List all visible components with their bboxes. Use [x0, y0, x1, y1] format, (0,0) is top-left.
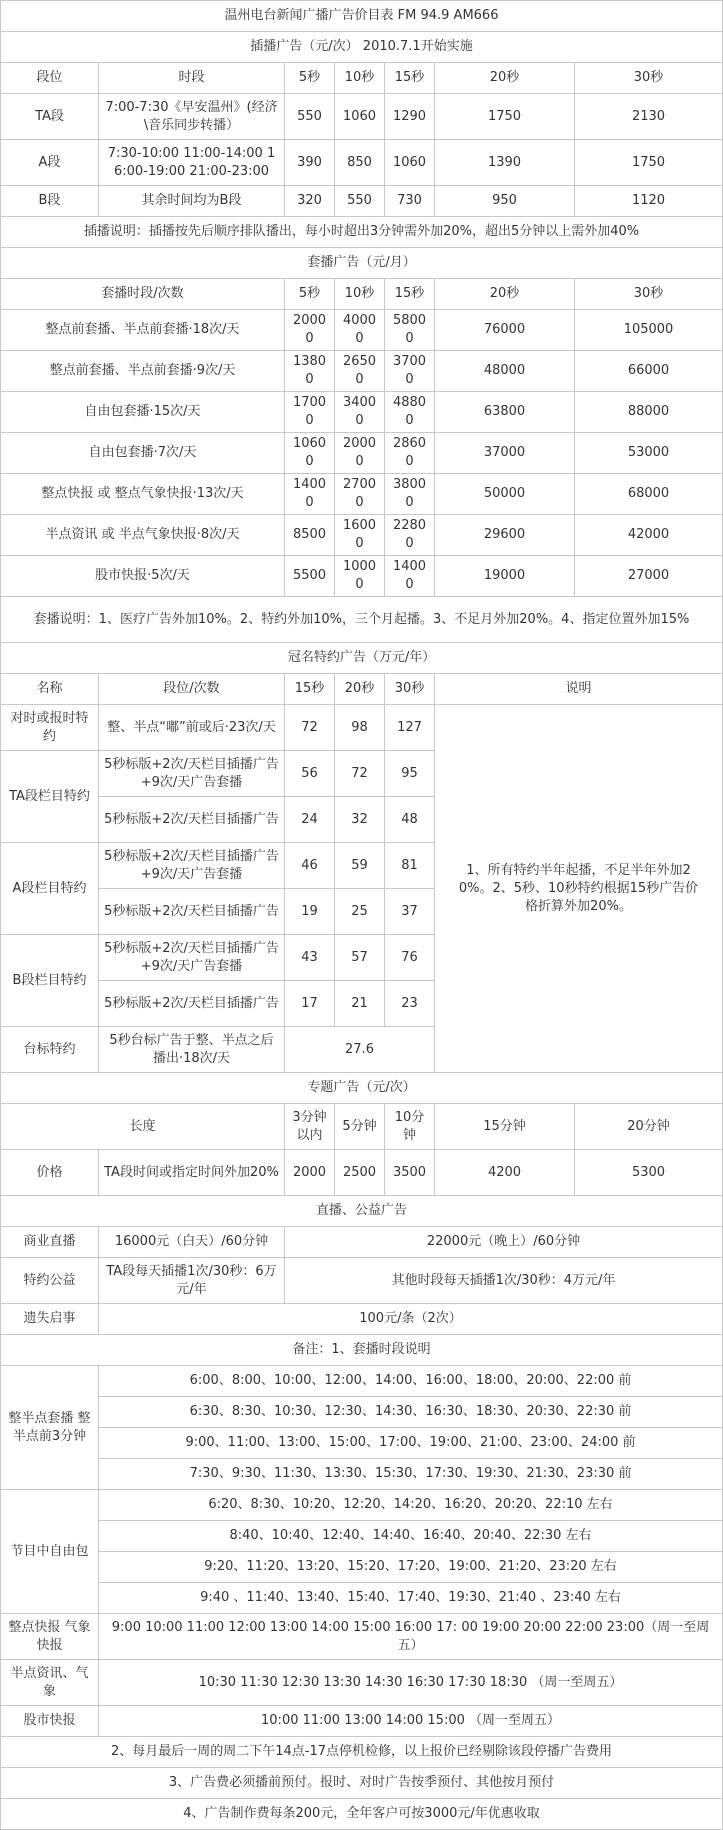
cell: 17000 [285, 392, 335, 433]
header-cell: 15秒 [385, 279, 435, 310]
cell: 价格 [1, 1150, 99, 1196]
cell: 550 [335, 186, 385, 217]
header-cell: 20秒 [435, 279, 575, 310]
table-row [1, 310, 723, 351]
header-cell: 10秒 [335, 279, 385, 310]
cell: 整点前套播、半点前套播·18次/天 [1, 310, 285, 351]
header-cell: 说明 [435, 674, 723, 705]
cell: 5500 [285, 556, 335, 597]
table-row [1, 515, 723, 556]
cell: 57 [335, 935, 385, 981]
cell: 53000 [575, 433, 723, 474]
cell: 整点前套播、半点前套播·9次/天 [1, 351, 285, 392]
cell: 10000 [335, 556, 385, 597]
table-row [1, 474, 723, 515]
cell: 5秒标版+2次/天栏目插播广告 [99, 889, 285, 935]
cell: 48000 [435, 351, 575, 392]
cell: 整半点套播 整半点前3分钟 [1, 1366, 99, 1490]
table-row [1, 392, 723, 433]
table-row [1, 1227, 723, 1258]
cell: 10600 [285, 433, 335, 474]
cell: 2000 [285, 1150, 335, 1196]
cell: 66000 [575, 351, 723, 392]
cell: 台标特约 [1, 1027, 99, 1073]
table-row [1, 1706, 723, 1737]
cell: 自由包套播·7次/天 [1, 433, 285, 474]
cell: 8:40、10:40、12:40、14:40、16:40、20:40、22:30 左右 [99, 1521, 723, 1552]
table-row [1, 1258, 723, 1304]
cell: 5秒标版+2次/天栏目插播广告+9次/天广告套播 [99, 935, 285, 981]
cell: 37000 [385, 351, 435, 392]
header-cell: 15秒 [285, 674, 335, 705]
cell: 56 [285, 751, 335, 797]
cell: 48 [385, 797, 435, 843]
cell: 特约公益 [1, 1258, 99, 1304]
header-cell: 30秒 [385, 674, 435, 705]
cell: 16000元（白天）/60分钟 [99, 1227, 285, 1258]
cell: 27000 [575, 556, 723, 597]
cell: 6:20、8:30、10:20、12:20、14:20、16:20、20:20、22:10 左右 [99, 1490, 723, 1521]
package-heading: 套播广告（元/月） [1, 248, 723, 279]
table-row [1, 94, 723, 140]
table-row [1, 556, 723, 597]
insert-heading: 插播广告（元/次） 2010.7.1开始实施 [1, 32, 723, 63]
header-cell: 15秒 [385, 63, 435, 94]
cell: 1750 [435, 94, 575, 140]
header-cell: 10分钟 [385, 1104, 435, 1150]
cell: 14000 [385, 556, 435, 597]
cell: 3500 [385, 1150, 435, 1196]
cell: 27.6 [285, 1027, 435, 1073]
cell: 42000 [575, 515, 723, 556]
cell: 5秒标版+2次/天栏目插播广告 [99, 981, 285, 1027]
cell: 88000 [575, 392, 723, 433]
cell: 5秒台标广告于整、半点之后播出·18次/天 [99, 1027, 285, 1073]
cell: 5秒标版+2次/天栏目插播广告+9次/天广告套播 [99, 751, 285, 797]
table-row [1, 1366, 723, 1397]
cell: 59 [335, 843, 385, 889]
remarks-heading: 备注：1、套播时段说明 [1, 1335, 723, 1366]
cell: 1390 [435, 140, 575, 186]
page-title: 温州电台新闻广播广告价目表 FM 94.9 AM666 [1, 1, 723, 32]
cell: 27000 [335, 474, 385, 515]
cell: 32 [335, 797, 385, 843]
cell: 105000 [575, 310, 723, 351]
cell: 7:30-10:00 11:00-14:00 16:00-19:00 21:00-23:00 [99, 140, 285, 186]
cell: 半点资讯、气象 [1, 1660, 99, 1706]
cell: 2130 [575, 94, 723, 140]
table-row [1, 1521, 723, 1552]
cell: 4200 [435, 1150, 575, 1196]
table-row [1, 1583, 723, 1614]
header-cell: 20秒 [435, 63, 575, 94]
cell: 76000 [435, 310, 575, 351]
cell: 22800 [385, 515, 435, 556]
header-cell: 名称 [1, 674, 99, 705]
cell: 37000 [435, 433, 575, 474]
cell: 19 [285, 889, 335, 935]
cell: 17 [285, 981, 335, 1027]
table-row [1, 1150, 723, 1196]
cell: 50000 [435, 474, 575, 515]
cell: 72 [285, 705, 335, 751]
cell: 40000 [335, 310, 385, 351]
cell: 950 [435, 186, 575, 217]
cell: 对时或报时特约 [1, 705, 99, 751]
cell: 半点资讯 或 半点气象快报·8次/天 [1, 515, 285, 556]
cell: 其他时段每天插播1次/30秒：4万元/年 [285, 1258, 723, 1304]
cell: B段栏目特约 [1, 935, 99, 1027]
cell: 9:20、11:20、13:20、15:20、17:20、19:00、21:20、23:20 左右 [99, 1552, 723, 1583]
table-row [1, 1614, 723, 1660]
cell: 14000 [285, 474, 335, 515]
cell: 34000 [335, 392, 385, 433]
cell: TA段 [1, 94, 99, 140]
cell: 7:30、9:30、11:30、13:30、15:30、17:30、19:30、21:30、23:30 前 [99, 1459, 723, 1490]
cell: A段栏目特约 [1, 843, 99, 935]
table-row [1, 186, 723, 217]
cell: 9:40 、11:40、13:40、15:40、17:40、19:30、21:40 、23:40 左右 [99, 1583, 723, 1614]
table-row [1, 140, 723, 186]
cell: 5秒标版+2次/天栏目插播广告+9次/天广告套播 [99, 843, 285, 889]
cell: 23 [385, 981, 435, 1027]
cell: 38000 [385, 474, 435, 515]
cell: 9:00 10:00 11:00 12:00 13:00 14:00 15:00 16:00 17: 00 19:00 20:00 22:00 23:00（周一至周五） [99, 1614, 723, 1660]
cell: 98 [335, 705, 385, 751]
cell: 10:30 11:30 12:30 13:30 14:30 16:30 17:30 18:30 （周一至周五） [99, 1660, 723, 1706]
table-row [1, 433, 723, 474]
cell: 自由包套播·15次/天 [1, 392, 285, 433]
cell: 整点快报 气象快报 [1, 1614, 99, 1660]
cell: 2500 [335, 1150, 385, 1196]
header-cell: 5分钟 [335, 1104, 385, 1150]
header-cell: 时段 [99, 63, 285, 94]
cell: 95 [385, 751, 435, 797]
remark-note: 3、广告费必须播前预付。报时、对时广告按季预付、其他按月预付 [1, 1768, 723, 1799]
cell: 68000 [575, 474, 723, 515]
header-cell: 5秒 [285, 63, 335, 94]
table-row [1, 1459, 723, 1490]
cell: 5秒标版+2次/天栏目插播广告 [99, 797, 285, 843]
cell: 节目中自由包 [1, 1490, 99, 1614]
table-row [1, 351, 723, 392]
cell: 9:00、11:00、13:00、15:00、17:00、19:00、21:00、23:00、24:00 前 [99, 1428, 723, 1459]
table-row [1, 1304, 723, 1335]
cell: 其余时间均为B段 [99, 186, 285, 217]
cell: 390 [285, 140, 335, 186]
insert-note: 插播说明：插播按先后顺序排队播出，每小时超出3分钟需外加20%，超出5分钟以上需外加40% [1, 217, 723, 248]
cell: 6:30、8:30、10:30、12:30、14:30、16:30、18:30、20:30、22:30 前 [99, 1397, 723, 1428]
cell: 37 [385, 889, 435, 935]
remark-note: 2、每月最后一周的周二下午14点-17点停机检修，以上报价已经剔除该段停播广告费用 [1, 1737, 723, 1768]
cell: 13800 [285, 351, 335, 392]
header-cell: 段位/次数 [99, 674, 285, 705]
cell: 遗失启事 [1, 1304, 99, 1335]
header-cell: 15分钟 [435, 1104, 575, 1150]
cell: A段 [1, 140, 99, 186]
cell: 100元/条（2次） [99, 1304, 723, 1335]
cell: 72 [335, 751, 385, 797]
table-row [1, 1397, 723, 1428]
cell: 商业直播 [1, 1227, 99, 1258]
table-row [1, 1552, 723, 1583]
cell: 850 [335, 140, 385, 186]
cell: 26500 [335, 351, 385, 392]
header-cell: 5秒 [285, 279, 335, 310]
cell: 1060 [385, 140, 435, 186]
cell: 63800 [435, 392, 575, 433]
cell: 1060 [335, 94, 385, 140]
header-cell: 20分钟 [575, 1104, 723, 1150]
cell: 22000元（晚上）/60分钟 [285, 1227, 723, 1258]
table-row [1, 1428, 723, 1459]
header-cell: 段位 [1, 63, 99, 94]
cell: 24 [285, 797, 335, 843]
special-heading: 专题广告（元/次） [1, 1073, 723, 1104]
table-row [1, 705, 723, 751]
cell: 29600 [435, 515, 575, 556]
cell: 46 [285, 843, 335, 889]
cell: 1120 [575, 186, 723, 217]
cell: 7:00-7:30《早安温州》(经济\音乐同步转播） [99, 94, 285, 140]
header-cell: 30秒 [575, 279, 723, 310]
cell: 5300 [575, 1150, 723, 1196]
cell: 6:00、8:00、10:00、12:00、14:00、16:00、18:00、20:00、22:00 前 [99, 1366, 723, 1397]
cell: 8500 [285, 515, 335, 556]
remark-note: 4、广告制作费每条200元，全年客户可按3000元/年优惠收取 [1, 1799, 723, 1830]
cell: 19000 [435, 556, 575, 597]
cell: 股市快报 [1, 1706, 99, 1737]
cell: 25 [335, 889, 385, 935]
cell: TA段每天插播1次/30秒：6万元/年 [99, 1258, 285, 1304]
header-cell: 3分钟以内 [285, 1104, 335, 1150]
cell: 20000 [335, 433, 385, 474]
cell: 76 [385, 935, 435, 981]
sponsor-heading: 冠名特约广告（万元/年） [1, 643, 723, 674]
cell: 整点快报 或 整点气象快报·13次/天 [1, 474, 285, 515]
cell: 10:00 11:00 13:00 14:00 15:00 （周一至周五） [99, 1706, 723, 1737]
cell: 1290 [385, 94, 435, 140]
table-row [1, 1490, 723, 1521]
header-cell: 长度 [1, 1104, 285, 1150]
table-row [1, 1660, 723, 1706]
cell: 81 [385, 843, 435, 889]
cell: 1750 [575, 140, 723, 186]
cell: 43 [285, 935, 335, 981]
cell: 21 [335, 981, 385, 1027]
cell: 20000 [285, 310, 335, 351]
cell: 58000 [385, 310, 435, 351]
cell: TA段栏目特约 [1, 751, 99, 843]
cell: 550 [285, 94, 335, 140]
header-cell: 套播时段/次数 [1, 279, 285, 310]
cell: 127 [385, 705, 435, 751]
header-cell: 20秒 [335, 674, 385, 705]
cell: 28600 [385, 433, 435, 474]
cell: B段 [1, 186, 99, 217]
cell: 整、半点“嘟”前或后·23次/天 [99, 705, 285, 751]
header-cell: 10秒 [335, 63, 385, 94]
cell: TA段时间或指定时间外加20% [99, 1150, 285, 1196]
cell: 320 [285, 186, 335, 217]
header-cell: 30秒 [575, 63, 723, 94]
cell: 16000 [335, 515, 385, 556]
cell: 48800 [385, 392, 435, 433]
cell: 股市快报·5次/天 [1, 556, 285, 597]
sponsor-explanation: 1、所有特约半年起播，不足半年外加20%。2、5秒、10秒特约根据15秒广告价格折算外加20%。 [435, 705, 723, 1073]
package-note: 套播说明：1、医疗广告外加10%。2、特约外加10%，三个月起播。3、不足月外加20%。4、指定位置外加15% [1, 597, 723, 643]
live-heading: 直播、公益广告 [1, 1196, 723, 1227]
cell: 730 [385, 186, 435, 217]
